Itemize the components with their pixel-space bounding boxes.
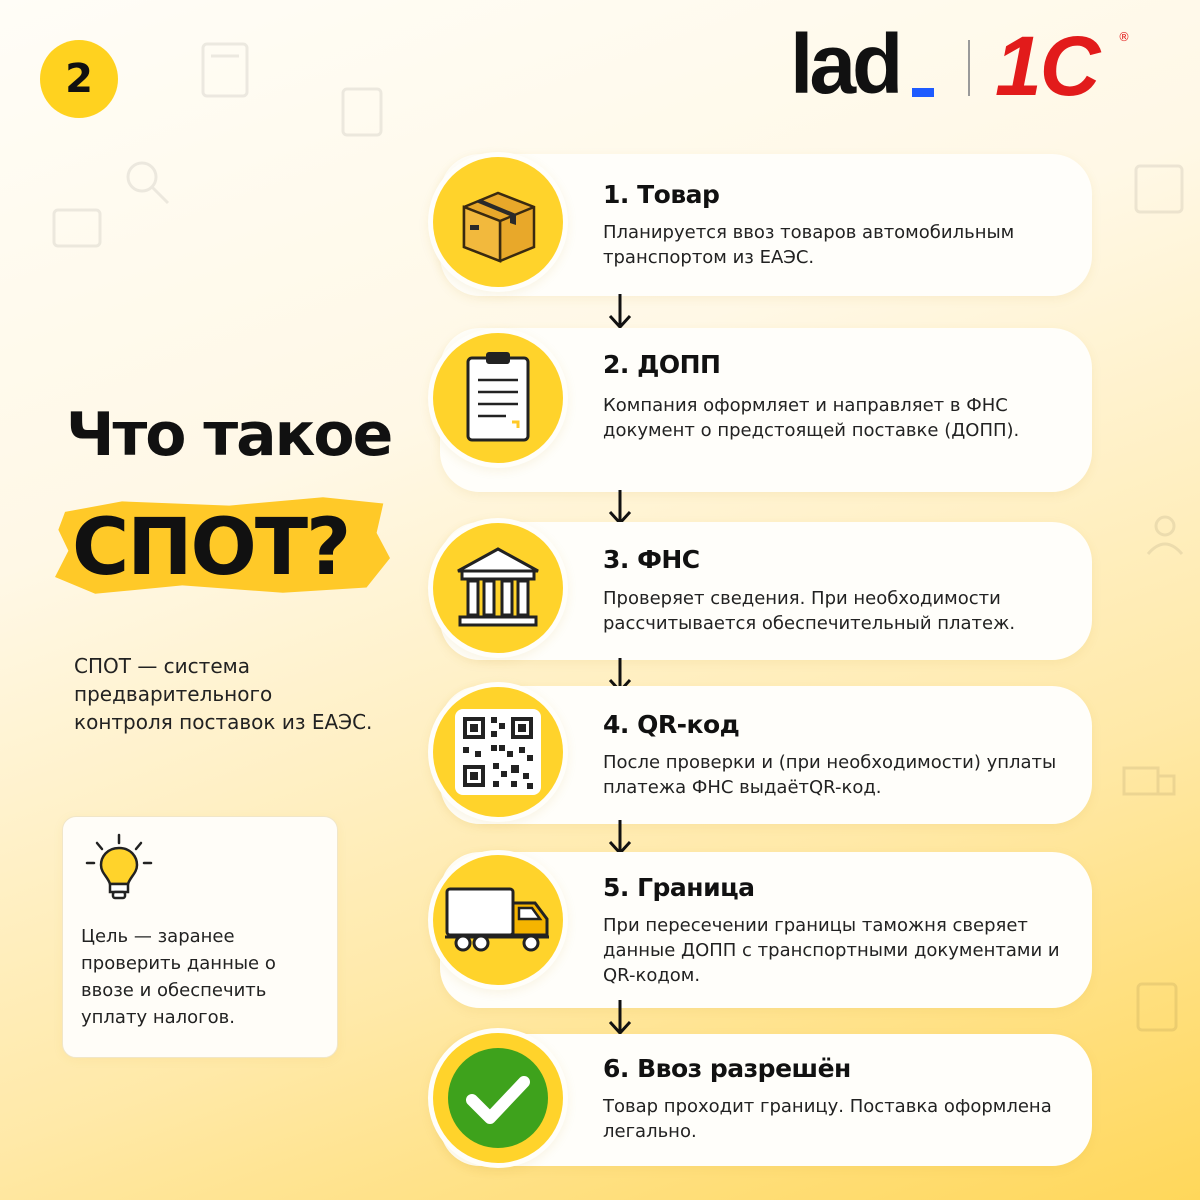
step-desc-2: Компания оформляет и направляет в ФНС документ о предстоящей поставке (ДОПП).: [603, 395, 1020, 441]
step-title-3: 3. ФНС: [603, 545, 700, 574]
lightbulb-icon: [81, 831, 157, 907]
qr-code-icon: [453, 707, 543, 797]
headline-line-2: СПОТ?: [72, 503, 350, 593]
step-circle-1: [428, 152, 568, 292]
document-doodle-icon: [335, 85, 390, 140]
headline-line-1: Что такое: [66, 400, 392, 470]
step-desc-6: Товар проходит границу. Поставка оформлена легально.: [603, 1096, 1052, 1142]
step-circle-5: [428, 850, 568, 990]
goal-card: [62, 816, 338, 1058]
step-title-1: 1. Товар: [603, 180, 720, 209]
goal-text: Цель — заранее проверить данные о ввозе и обеспечить уплату налогов.: [81, 926, 276, 1028]
page-number-badge: 2: [40, 40, 118, 118]
box-icon: [450, 177, 546, 267]
step-desc-5: При пересечении границы таможня сверяет данные ДОПП с транспортными документами и QR-кодом.: [603, 915, 1060, 986]
arrow-down-icon: [606, 998, 634, 1038]
bank-icon: [450, 543, 546, 633]
step-circle-3: [428, 518, 568, 658]
step-title-6: 6. Ввоз разрешён: [603, 1054, 851, 1083]
step-circle-6: [428, 1028, 568, 1168]
checkmark-icon: [446, 1046, 550, 1150]
step-title-2: 2. ДОПП: [603, 350, 721, 379]
step-desc-4: После проверки и (при необходимости) уплаты платежа ФНС выдаётQR-код.: [603, 752, 1057, 798]
note-doodle-icon: [1130, 160, 1190, 220]
intro-text: СПОТ — система предварительного контроля поставок из ЕАЭС.: [74, 654, 373, 734]
brand-logos: [790, 17, 1150, 113]
step-desc-1: Планируется ввоз товаров автомобильным транспортом из ЕАЭС.: [603, 222, 1015, 268]
checklist-doodle-icon: [1130, 980, 1185, 1035]
lad-logo: lad: [790, 17, 900, 111]
step-circle-4: [428, 682, 568, 822]
arrow-down-icon: [606, 292, 634, 332]
truck-doodle-icon: [1120, 760, 1180, 810]
step-title-5: 5. Граница: [603, 873, 755, 902]
clipboard-icon: [456, 348, 540, 448]
folder-doodle-icon: [50, 200, 105, 255]
lad-logo-underscore: [912, 88, 934, 97]
magnifier-doodle-icon: [120, 155, 175, 210]
step-title-4: 4. QR-код: [603, 710, 740, 739]
registered-mark: ®: [1118, 30, 1130, 44]
step-circle-2: [428, 328, 568, 468]
truck-icon: [443, 883, 553, 957]
calculator-doodle-icon: [195, 40, 255, 100]
onec-logo: 1С: [995, 19, 1099, 113]
step-desc-3: Проверяет сведения. При необходимости рассчитывается обеспечительный платеж.: [603, 588, 1016, 634]
person-doodle-icon: [1140, 510, 1190, 560]
logo-separator: [968, 40, 970, 96]
